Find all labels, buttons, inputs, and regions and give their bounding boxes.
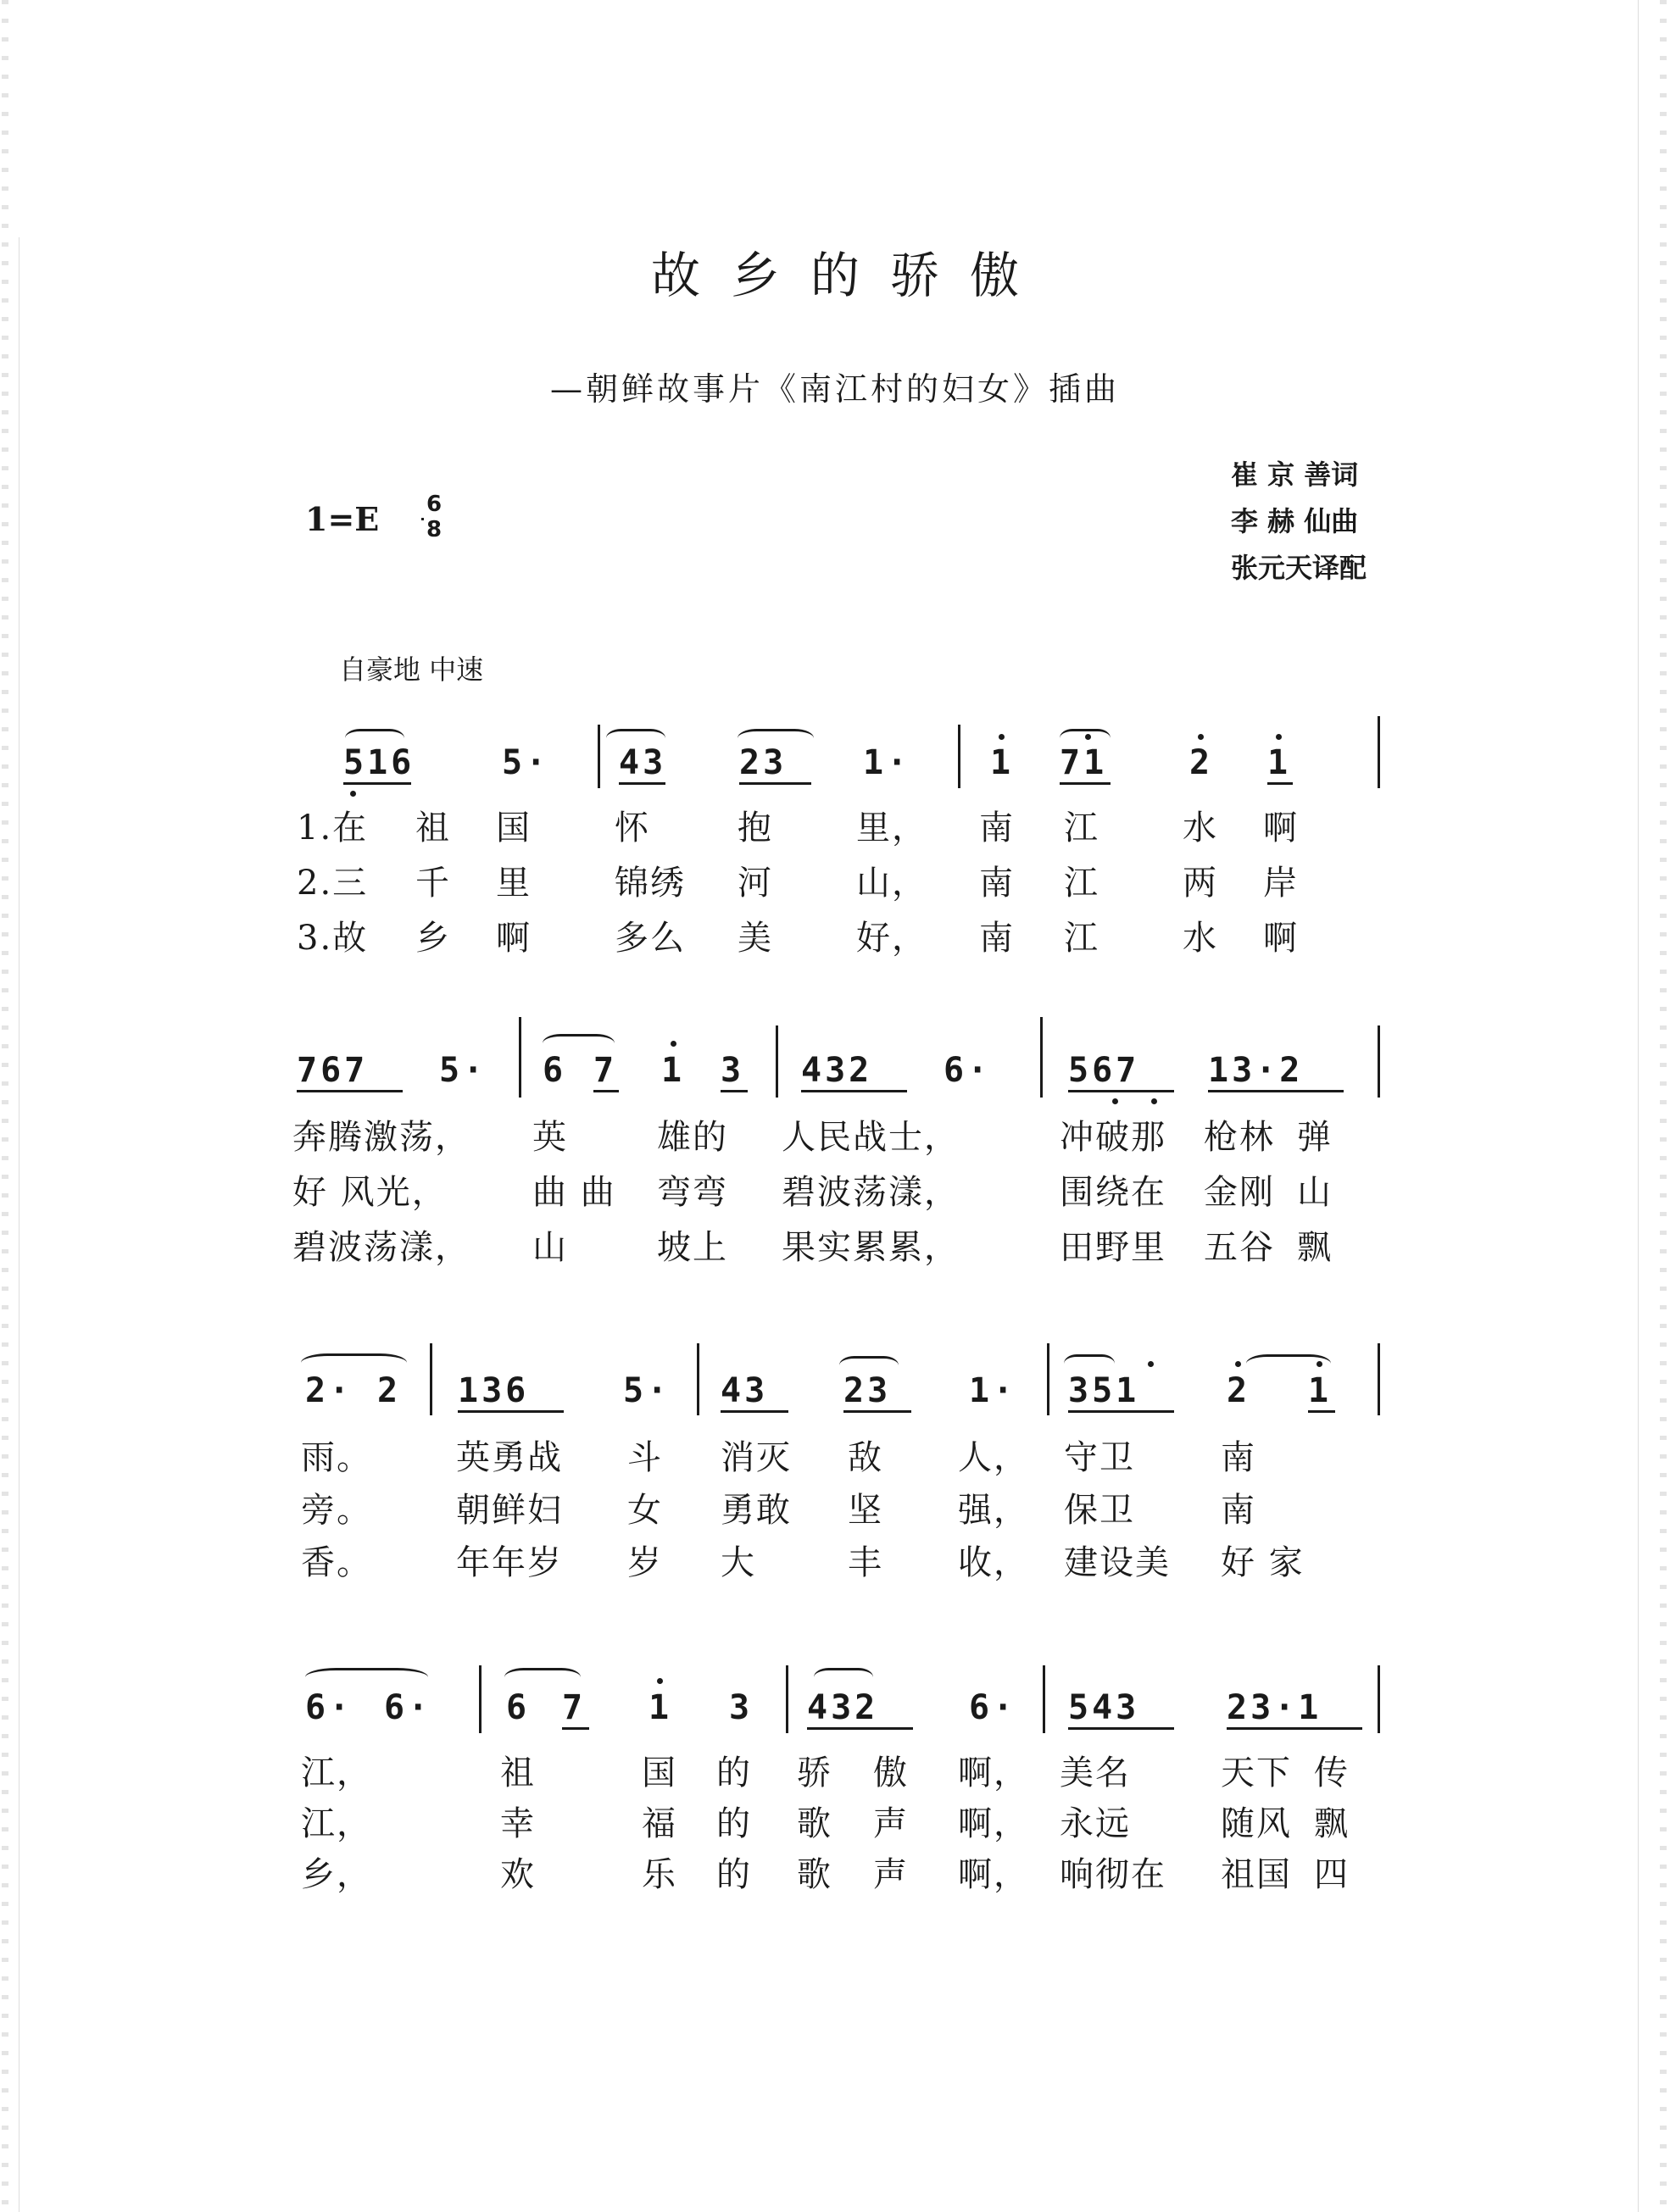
beam [721, 1410, 788, 1413]
barline [479, 1665, 482, 1733]
key-signature: 1=E [305, 500, 380, 538]
lyric: 岁 [627, 1543, 663, 1582]
note-group: 2 [377, 1371, 402, 1410]
lyric: 英 [532, 1118, 568, 1157]
lyric: 骄 [797, 1753, 832, 1792]
barline [1043, 1665, 1045, 1733]
lyric: 英勇战 [456, 1438, 563, 1477]
beam [1227, 1727, 1362, 1730]
time-signature [421, 492, 447, 542]
song-title: 故乡的骄傲 [650, 247, 1049, 304]
octave-dot-high [1235, 1361, 1241, 1367]
beam [1308, 1410, 1335, 1413]
beam [843, 1410, 911, 1413]
lyric: 弯弯 [657, 1173, 728, 1212]
barline [1378, 1025, 1380, 1098]
lyric: 人， [958, 1438, 1029, 1477]
beam [801, 1090, 907, 1092]
slur [1064, 1354, 1115, 1373]
lyric: 奔腾激荡， [292, 1118, 470, 1157]
lyric: 坡上 [657, 1228, 728, 1267]
note-group: 6 [506, 1688, 531, 1727]
barline [958, 725, 960, 788]
lyric: 福 [642, 1804, 677, 1843]
note-group: 543 [1068, 1688, 1140, 1727]
note-group: 23·1 [1227, 1688, 1322, 1727]
lyric: 怀 [615, 809, 650, 848]
barline [1378, 1343, 1380, 1415]
beam [1068, 1410, 1174, 1413]
note-group: 3 [729, 1688, 754, 1727]
note-group: 2 [1227, 1371, 1251, 1410]
lyric: 山 [1297, 1173, 1333, 1212]
lyric: 曲 曲 [532, 1173, 616, 1212]
lyric: 河 [738, 864, 773, 903]
left-page-edge [2, 0, 8, 2212]
lyric: 江， [301, 1753, 372, 1792]
lyric: 大 [721, 1543, 756, 1582]
lyric: 勇敢 [721, 1491, 792, 1530]
lyric: 田野里 [1060, 1228, 1166, 1267]
lyric: 南 [1221, 1438, 1256, 1477]
note-group: 1 [661, 1051, 686, 1090]
lyric: 国 [496, 809, 532, 848]
lyric: 围绕在 [1060, 1173, 1166, 1212]
lyric: 祖 [415, 809, 451, 848]
lyric: 国 [642, 1753, 677, 1792]
note-group: 351 [1068, 1371, 1140, 1410]
octave-dot-low [1112, 1098, 1118, 1104]
lyric: 敌 [848, 1438, 883, 1477]
lyric: 金刚 [1204, 1173, 1275, 1212]
note-group: 1 [1267, 743, 1292, 782]
octave-dot-low [1151, 1098, 1157, 1104]
beam [297, 1090, 403, 1092]
note-group: 6· [969, 1688, 1017, 1727]
lyric: 守卫 [1064, 1438, 1135, 1477]
beam [1068, 1090, 1174, 1092]
beam [1267, 782, 1293, 785]
lyric: 飘 [1314, 1804, 1350, 1843]
right-page-edge [1660, 0, 1667, 2212]
note-group: 7 [562, 1688, 587, 1727]
note-group: 1 [1308, 1371, 1333, 1410]
note-group: 432 [801, 1051, 873, 1090]
lyric: 飘 [1297, 1228, 1333, 1267]
lyric: 人民战士， [782, 1118, 960, 1157]
octave-dot-high [1198, 734, 1204, 740]
lyric: 啊 [1263, 809, 1299, 848]
lyric: 冲破那 [1060, 1118, 1166, 1157]
lyric: 里 [496, 864, 532, 903]
lyric: 傲 [873, 1753, 909, 1792]
lyric: 江 [1064, 809, 1099, 848]
lyric: 啊， [958, 1804, 1029, 1843]
note-group: 567 [1068, 1051, 1140, 1090]
octave-dot-low [350, 791, 356, 797]
arranger-credit: 张元天译配 [1231, 552, 1367, 584]
slur [504, 1668, 581, 1687]
lyric: 里， [856, 809, 927, 848]
barline [598, 725, 600, 788]
lyric: 乐 [642, 1855, 677, 1894]
lyric: 江 [1064, 864, 1099, 903]
lyric: 南 [979, 809, 1015, 848]
time-signature-bar [421, 518, 424, 520]
lyric: 1.在 [297, 809, 369, 848]
lyric: 旁。 [301, 1491, 372, 1530]
lyric: 啊 [496, 919, 532, 958]
beam [1068, 1727, 1174, 1730]
lyric: 四 [1314, 1855, 1350, 1894]
lyric: 收， [958, 1543, 1029, 1582]
lyric: 消灭 [721, 1438, 792, 1477]
lyric: 的 [716, 1804, 752, 1843]
lyric: 声 [873, 1855, 909, 1894]
lyric: 祖国 [1221, 1855, 1292, 1894]
lyric: 抱 [738, 809, 773, 848]
note-group: 432 [807, 1688, 879, 1727]
lyric: 千 [415, 864, 451, 903]
note-group: 1· [863, 743, 911, 782]
tempo-marking: 自豪地 中速 [339, 653, 484, 686]
lyric: 南 [979, 864, 1015, 903]
lyric: 响彻在 [1060, 1855, 1166, 1894]
note-group: 1 [649, 1688, 673, 1727]
note-group: 1 [990, 743, 1015, 782]
lyric: 啊， [958, 1855, 1029, 1894]
lyric: 斗 [627, 1438, 663, 1477]
lyric: 声 [873, 1804, 909, 1843]
octave-dot-high [671, 1041, 676, 1047]
beam [1060, 782, 1111, 785]
lyric: 南 [1221, 1491, 1256, 1530]
lyric: 弹 [1297, 1118, 1333, 1157]
lyric: 保卫 [1064, 1491, 1135, 1530]
note-group: 6· [944, 1051, 992, 1090]
lyric: 2.三 [297, 864, 369, 903]
lyric: 乡 [415, 919, 451, 958]
barline [430, 1343, 432, 1415]
song-subtitle: —朝鲜故事片《南江村的妇女》插曲 [549, 370, 1120, 408]
note-group: 5· [502, 743, 550, 782]
beam [1208, 1090, 1344, 1092]
lyric: 丰 [848, 1543, 883, 1582]
lyric: 岸 [1263, 864, 1299, 903]
lyric: 好， [856, 919, 927, 958]
time-signature-bottom: 8 [426, 517, 443, 542]
lyric: 美 [738, 919, 773, 958]
lyric: 两 [1183, 864, 1218, 903]
octave-dot-high [1317, 1361, 1322, 1367]
lyric: 欢 [500, 1855, 536, 1894]
lyric: 幸 [500, 1804, 536, 1843]
lyric: 山， [856, 864, 927, 903]
lyric: 祖 [500, 1753, 536, 1792]
lyric: 江， [301, 1804, 372, 1843]
right-margin-line [1638, 0, 1639, 2212]
slur [814, 1668, 873, 1687]
octave-dot-high [1085, 734, 1091, 740]
barline [519, 1017, 521, 1098]
note-group: 1· [969, 1371, 1017, 1410]
lyric: 啊， [958, 1753, 1029, 1792]
lyric: 随风 [1221, 1804, 1292, 1843]
lyric: 建设美 [1064, 1543, 1171, 1582]
lyric: 好 家 [1221, 1543, 1305, 1582]
octave-dot-high [657, 1678, 663, 1684]
lyric: 女 [627, 1491, 663, 1530]
composer-credit: 李 赫 仙曲 [1231, 505, 1359, 537]
beam [593, 1090, 619, 1092]
note-group: 767 [297, 1051, 369, 1090]
lyric: 雨。 [301, 1438, 372, 1477]
time-signature-top: 6 [426, 492, 443, 517]
lyric: 天下 [1221, 1753, 1292, 1792]
lyric: 好 风光， [292, 1173, 448, 1212]
lyric: 碧波荡漾， [782, 1173, 960, 1212]
lyric: 乡， [301, 1855, 372, 1894]
beam [739, 782, 811, 785]
note-group: 7 [593, 1051, 618, 1090]
lyric: 强， [958, 1491, 1029, 1530]
beam [721, 1090, 748, 1092]
lyric: 碧波荡漾， [292, 1228, 470, 1267]
note-group: 23 [739, 743, 788, 782]
note-group: 2 [1189, 743, 1214, 782]
lyric: 五谷 [1204, 1228, 1275, 1267]
lyric: 锦绣 [615, 864, 686, 903]
note-group: 516 [343, 743, 415, 782]
lyricist-credit: 崔 京 善词 [1231, 459, 1359, 491]
barline [776, 1025, 778, 1098]
note-group: 5· [623, 1371, 671, 1410]
barline [1047, 1343, 1049, 1415]
beam [619, 782, 665, 785]
note-group: 2· [305, 1371, 353, 1410]
lyric: 的 [716, 1753, 752, 1792]
lyric: 歌 [797, 1855, 832, 1894]
slur [543, 1034, 615, 1053]
barline [1040, 1017, 1043, 1098]
note-group: 6· [305, 1688, 353, 1727]
octave-dot-high [999, 734, 1005, 740]
octave-dot-high [1148, 1361, 1154, 1367]
note-group: 3 [721, 1051, 745, 1090]
barline [1378, 1665, 1380, 1733]
note-group: 136 [458, 1371, 530, 1410]
lyric: 山 [532, 1228, 568, 1267]
lyric: 多么 [615, 919, 686, 958]
lyric: 香。 [301, 1543, 372, 1582]
note-group: 43 [619, 743, 667, 782]
lyric: 永远 [1060, 1804, 1131, 1843]
lyric: 江 [1064, 919, 1099, 958]
lyric: 的 [716, 1855, 752, 1894]
slur [301, 1353, 407, 1372]
note-group: 71 [1060, 743, 1108, 782]
beam [458, 1410, 564, 1413]
octave-dot-high [1276, 734, 1282, 740]
lyric: 朝鲜妇 [456, 1491, 563, 1530]
slur [305, 1668, 428, 1687]
lyric: 啊 [1263, 919, 1299, 958]
lyric: 果实累累， [782, 1228, 960, 1267]
note-group: 13·2 [1208, 1051, 1304, 1090]
lyric: 南 [979, 919, 1015, 958]
beam [807, 1727, 913, 1730]
lyric: 歌 [797, 1804, 832, 1843]
barline [1378, 716, 1380, 788]
barline [697, 1343, 699, 1415]
note-group: 23 [843, 1371, 892, 1410]
lyric: 雄的 [657, 1118, 728, 1157]
barline [786, 1665, 788, 1733]
beam [343, 782, 411, 785]
lyric: 美名 [1060, 1753, 1131, 1792]
lyric: 枪林 [1204, 1118, 1275, 1157]
note-group: 43 [721, 1371, 769, 1410]
beam [562, 1727, 589, 1730]
lyric: 年年岁 [456, 1543, 563, 1582]
lyric: 3.故 [297, 919, 369, 958]
note-group: 6 [543, 1051, 567, 1090]
lyric: 传 [1314, 1753, 1350, 1792]
lyric: 坚 [848, 1491, 883, 1530]
note-group: 5· [439, 1051, 487, 1090]
lyric: 水 [1183, 809, 1218, 848]
note-group: 6· [384, 1688, 432, 1727]
lyric: 水 [1183, 919, 1218, 958]
